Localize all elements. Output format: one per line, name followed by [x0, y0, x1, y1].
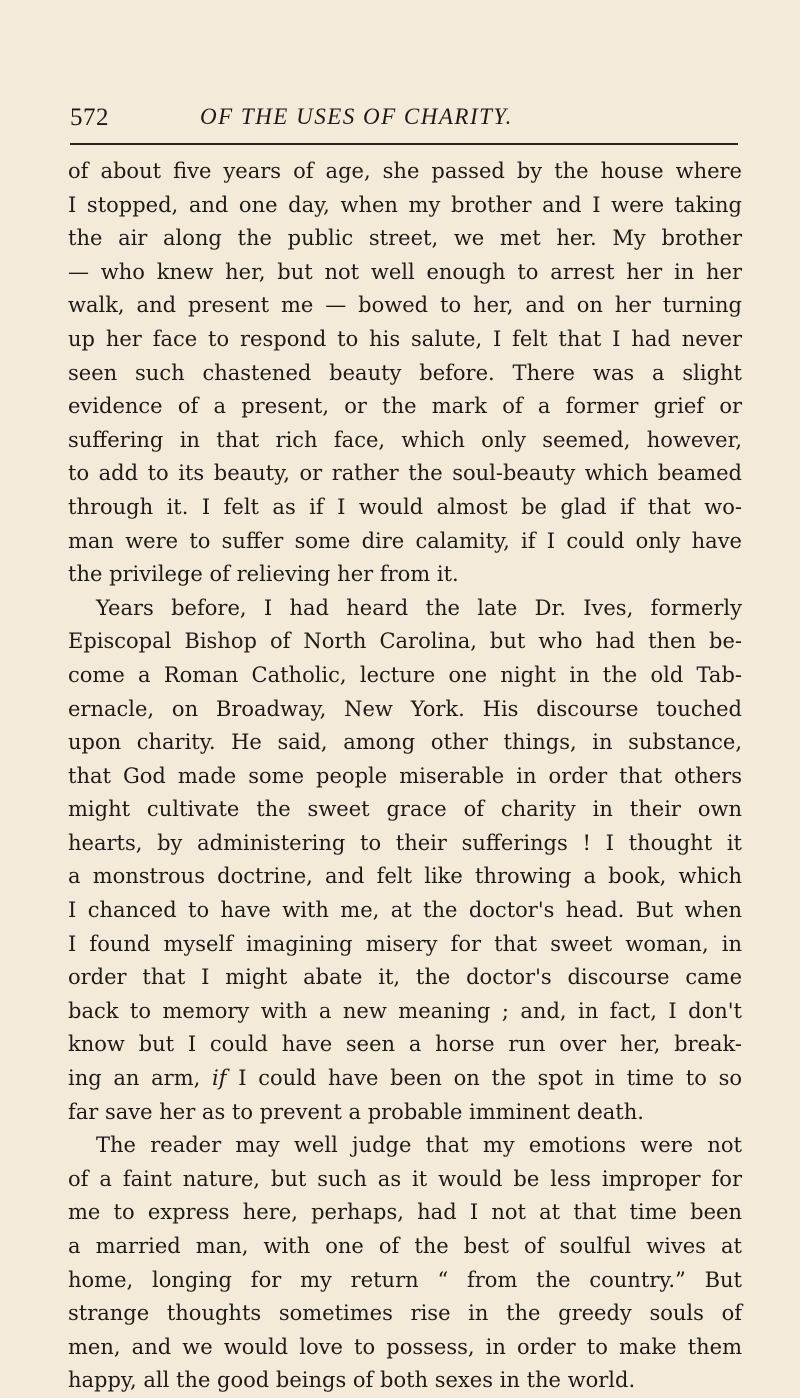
text-line: I chanced to have with me, at the doctor's head. But when — [68, 898, 742, 923]
text-line: seen such chastened beauty before. There was a slight — [68, 360, 742, 385]
text-line: me to express here, perhaps, had I not at that time been — [68, 1200, 742, 1225]
text-line: the privilege of relieving her from it. — [68, 562, 459, 587]
text-line: The reader may well judge that my emotions were not — [96, 1133, 742, 1158]
text-line: of about five years of age, she passed by the house where — [68, 159, 742, 183]
text-line: to add to its beauty, or rather the soul-beauty which beamed — [68, 461, 742, 486]
text-line: happy, all the good beings of both sexes in the world. — [68, 1368, 636, 1393]
text-line: know but I could have seen a horse run over her, break- — [68, 1032, 742, 1057]
text-line: back to memory with a new meaning ; and, in fact, I don't — [68, 998, 742, 1023]
text-line: walk, and present me — bowed to her, and on her turning — [68, 293, 742, 318]
text-line: far save her as to prevent a probable imminent death. — [68, 1099, 644, 1124]
page-number: 572 — [70, 104, 109, 131]
text-line: a married man, with one of the best of soulful wives at — [68, 1234, 742, 1258]
text-line: up her face to respond to his salute, I felt that I had never — [68, 326, 742, 351]
text-line: might cultivate the sweet grace of charity in their own — [68, 797, 742, 822]
text-line: strange thoughts sometimes rise in the greedy souls of — [68, 1301, 742, 1326]
text-line: that God made some people miserable in order that others — [68, 763, 742, 788]
text-line: men, and we would love to possess, in order to make them — [68, 1334, 742, 1359]
text-line: man were to suffer some dire calamity, if I could only have — [68, 528, 742, 553]
text-line: a monstrous doctrine, and felt like throwing a book, which — [68, 864, 742, 889]
body-text — [68, 155, 742, 1398]
running-head: OF THE USES OF CHARITY. — [200, 104, 513, 129]
text-line: order that I might abate it, the doctor's discourse came — [68, 965, 742, 990]
text-line: ernacle, on Broadway, New York. His discourse touched — [68, 696, 742, 721]
text-line: home, longing for my return “ from the country.” But — [68, 1267, 742, 1292]
text-line: the air along the public street, we met her. My brother — [68, 226, 742, 251]
text-line: Years before, I had heard the late Dr. Ives, formerly — [96, 595, 742, 620]
text-line: suffering in that rich face, which only seemed, however, — [68, 427, 742, 452]
text-line: I found myself imagining misery for that sweet woman, in — [68, 931, 742, 956]
text-line: Episcopal Bishop of North Carolina, but who had then be- — [68, 629, 742, 654]
text-line: evidence of a present, or the mark of a former grief or — [68, 394, 742, 419]
text-line: through it. I felt as if I would almost be glad if that wo- — [68, 494, 742, 519]
text-line: I stopped, and one day, when my brother and I were taking — [68, 192, 742, 217]
text-line: — who knew her, but not well enough to arrest her in her — [68, 259, 742, 284]
text-line: come a Roman Catholic, lecture one night in the old Tab- — [68, 662, 742, 687]
header-rule — [70, 143, 738, 145]
text-line: hearts, by administering to their sufferings ! I thought it — [68, 830, 742, 855]
text-line: upon charity. He said, among other things, in substance, — [68, 730, 742, 755]
page-header — [70, 100, 740, 144]
text-line: of a faint nature, but such as it would be less improper for — [68, 1166, 742, 1191]
text-line: ing an arm, if I could have been on the spot in time to so — [68, 1066, 742, 1091]
